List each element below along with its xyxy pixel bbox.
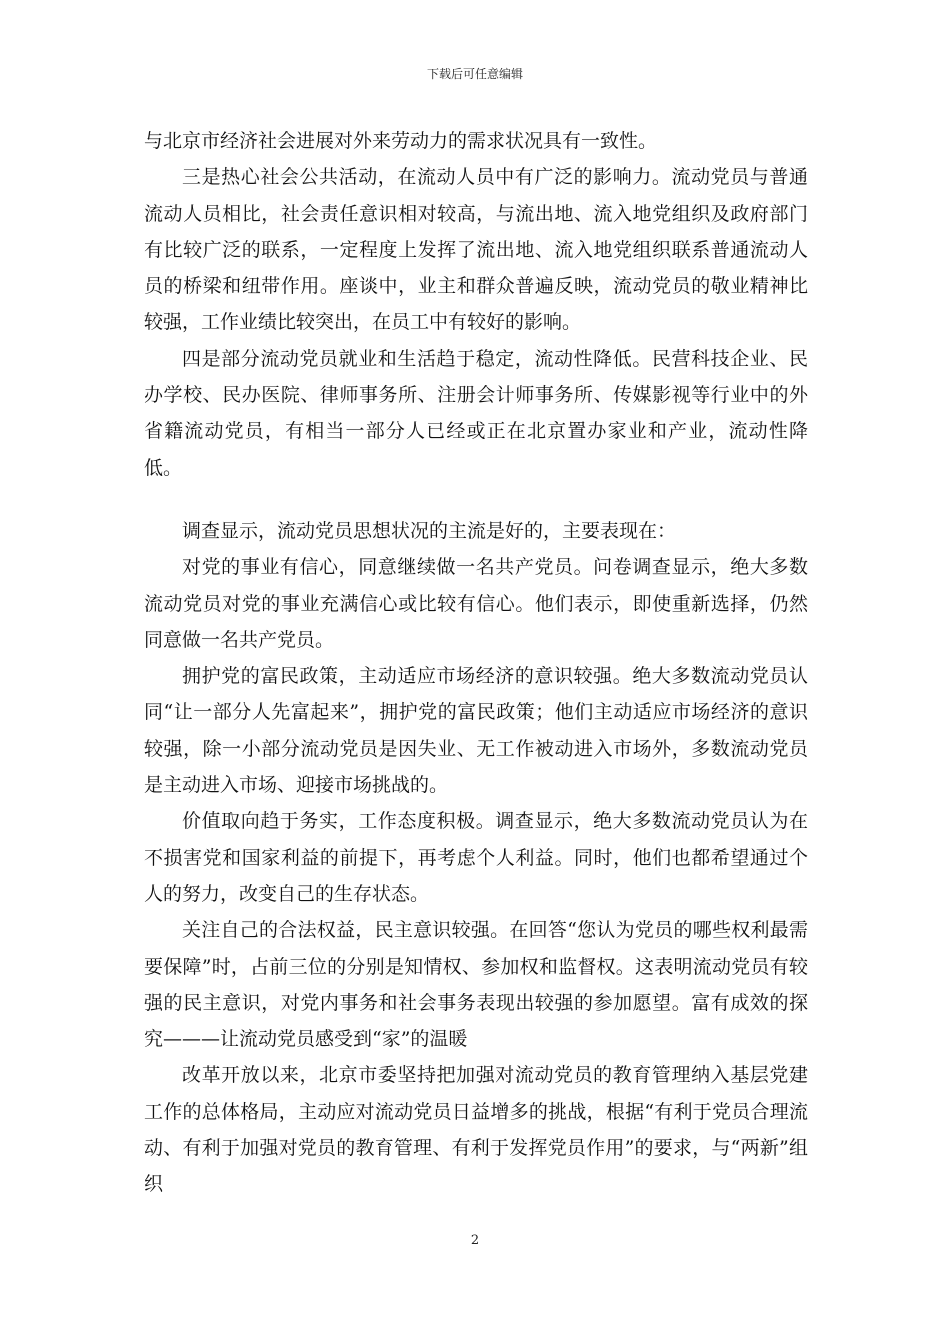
- paragraph-values: 价值取向趋于务实，工作态度积极。调查显示，绝大多数流动党员认为在不损害党和国家利益的前提下，再考虑个人利益。同时，他们也都希望通过个人的努力，改变自己的生存状态。: [144, 810, 808, 905]
- paragraph-point-four: 四是部分流动党员就业和生活趋于稳定，流动性降低。民营科技企业、民办学校、民办医院、律师事务所、注册会计师事务所、传媒影视等行业中的外省籍流动党员，有相当一部分人已经或正在北京置办家业和产业，流动性降低。: [144, 347, 808, 479]
- paragraph-confidence: 对党的事业有信心，同意继续做一名共产党员。问卷调查显示，绝大多数流动党员对党的事业充满信心或比较有信心。他们表示，即使重新选择，仍然同意做一名共产党员。: [144, 556, 808, 651]
- paragraph-reform: 改革开放以来，北京市委坚持把加强对流动党员的教育管理纳入基层党建工作的总体格局，主动应对流动党员日益增多的挑战，根据“有利于党员合理流动、有利于加强对党员的教育管理、有利于发挥党员作用”的要求，与“两新”组织: [144, 1064, 808, 1196]
- section-gap: [144, 486, 808, 513]
- document-body: [144, 123, 808, 1203]
- paragraph-rights: 关注自己的合法权益，民主意识较强。在回答“您认为党员的哪些权利最需要保障”时，占前三位的分别是知情权、参加权和监督权。这表明流动党员有较强的民主意识，对党内事务和社会事务表现出较强的参加愿望。富有成效的探究———让流动党员感受到“家”的温暖: [144, 919, 808, 1051]
- paragraph-continuation: 与北京市经济社会进展对外来劳动力的需求状况具有一致性。: [144, 130, 658, 152]
- paragraph-point-three: 三是热心社会公共活动，在流动人员中有广泛的影响力。流动党员与普通流动人员相比，社会责任意识相对较高，与流出地、流入地党组织及政府部门有比较广泛的联系，一定程度上发挥了流出地、流入地党组织联系普通流动人员的桥梁和纽带作用。座谈中，业主和群众普遍反映，流动党员的敬业精神比较强，工作业绩比较突出，在员工中有较好的影响。: [144, 166, 808, 334]
- paragraph-policy-support: 拥护党的富民政策，主动适应市场经济的意识较强。绝大多数流动党员认同“让一部分人先富起来”，拥护党的富民政策；他们主动适应市场经济的意识较强，除一小部分流动党员是因失业、无工作被动进入市场外，多数流动党员是主动进入市场、迎接市场挑战的。: [144, 665, 808, 797]
- page-number: 2: [470, 1233, 480, 1248]
- paragraph-survey-intro: 调查显示，流动党员思想状况的主流是好的，主要表现在：: [182, 519, 677, 542]
- page-header: 下载后可任意编辑: [426, 67, 523, 81]
